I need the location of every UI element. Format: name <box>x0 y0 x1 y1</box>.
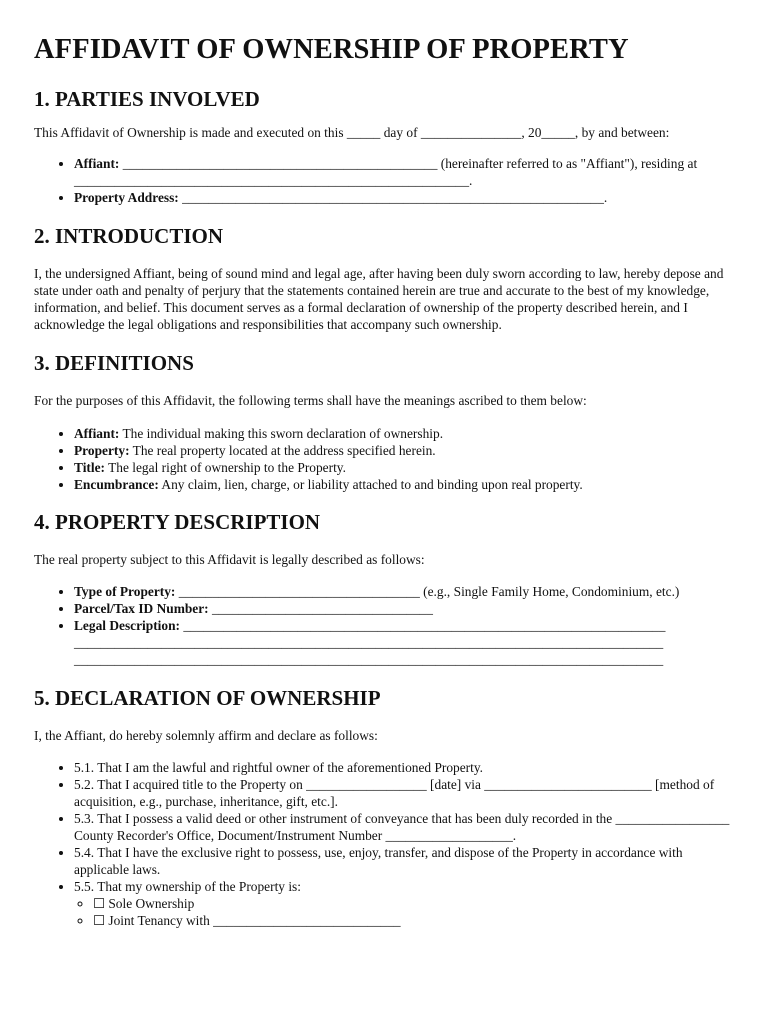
list-item <box>74 583 736 600</box>
section-3-heading: 3. DEFINITIONS <box>34 351 194 375</box>
section-5-heading: 5. DECLARATION OF OWNERSHIP <box>34 686 381 710</box>
sole-ownership-option[interactable]: ◦ ☐ Sole Ownership <box>93 895 736 912</box>
definition-term: Property: <box>74 443 130 458</box>
definition-term: Affiant: <box>74 426 120 441</box>
definition-text: The real property located at the address specified herein. <box>129 443 436 458</box>
list-item <box>74 425 736 442</box>
definition-text: The individual making this sworn declaration of ownership. <box>119 426 444 441</box>
legal-description-label: Legal Description: <box>74 618 180 633</box>
section-4-intro: The real property subject to this Affidavit is legally described as follows: <box>34 552 425 567</box>
parcel-id-field: _________________________________ <box>208 601 433 616</box>
list-item <box>74 617 736 668</box>
section-3-intro: For the purposes of this Affidavit, the following terms shall have the meanings ascribed to them below: <box>34 393 587 408</box>
section-4-heading: 4. PROPERTY DESCRIPTION <box>34 510 321 534</box>
declaration-list <box>34 759 736 929</box>
definition-text: The legal right of ownership to the Property. <box>105 460 346 475</box>
property-address-field: _______________________________________________________________. <box>178 190 608 205</box>
list-item: • 5.3. That I possess a valid deed or other instrument of conveyance that has been duly recorded in the _________________ County Recorder's Office, Document/Instrument Number ___________________. <box>74 810 736 844</box>
section-1-intro: This Affidavit of Ownership is made and executed on this _____ day of _______________, 20_____, by and between: <box>34 125 670 140</box>
list-item: • 5.1. That I am the lawful and rightful owner of the aforementioned Property. <box>74 759 736 776</box>
list-item: • 5.2. That I acquired title to the Property on __________________ [date] via _________________________ [method of acquisition, e.g., purchase, inheritance, gift, etc.]. <box>74 776 736 810</box>
parcel-id-label: Parcel/Tax ID Number: <box>74 601 209 616</box>
section-5-intro: I, the Affiant, do hereby solemnly affirm and declare as follows: <box>34 728 378 743</box>
list-item <box>74 459 736 476</box>
definition-term: Title: <box>74 460 105 475</box>
affiant-label: Affiant: <box>74 156 120 171</box>
property-description-list <box>34 583 736 668</box>
property-type-label: Type of Property: <box>74 584 176 599</box>
section-1-heading: 1. PARTIES INVOLVED <box>34 87 260 111</box>
section-2-body: I, the undersigned Affiant, being of sound mind and legal age, after having been duly sworn according to law, hereby depose and state under oath and penalty of perjury that the statements contained herein are true and accurate to the best of my knowledge, information, and belief. This document serves as a formal declaration of ownership of the property described herein, and I acknowledge the legal obligations and responsibilities that accompany such ownership. <box>34 266 724 332</box>
list-item <box>74 155 736 189</box>
section-1-list <box>34 155 736 206</box>
ownership-type-text: 5.5. That my ownership of the Property is: <box>74 879 301 894</box>
property-type-field: ____________________________________ (e.g., Single Family Home, Condominium, etc.) <box>175 584 680 599</box>
section-2-heading: 2. INTRODUCTION <box>34 224 224 248</box>
property-address-label: Property Address: <box>74 190 179 205</box>
affiant-field: _______________________________________________ (hereinafter referred to as "Affiant"), residing at ___________________________________________________________. <box>74 156 698 188</box>
definition-text: Any claim, lien, charge, or liability attached to and binding upon real property. <box>158 477 583 492</box>
definitions-list <box>34 425 736 493</box>
list-item: • 5.4. That I have the exclusive right to possess, use, enjoy, transfer, and dispose of the Property in accordance with applicable laws. <box>74 844 736 878</box>
list-item <box>74 189 736 206</box>
joint-tenancy-option[interactable]: ◦ ☐ Joint Tenancy with ____________________________ <box>93 912 736 929</box>
document-title: AFFIDAVIT OF OWNERSHIP OF PROPERTY <box>34 34 629 65</box>
list-item <box>74 878 736 929</box>
ownership-options-list <box>74 895 736 929</box>
list-item <box>74 476 736 493</box>
definition-term: Encumbrance: <box>74 477 159 492</box>
list-item <box>74 442 736 459</box>
list-item <box>74 600 736 617</box>
legal-description-field: ________________________________________________________________________ ________________________________________________________________________________________ ________________________________________________________________________________________ <box>74 618 666 667</box>
